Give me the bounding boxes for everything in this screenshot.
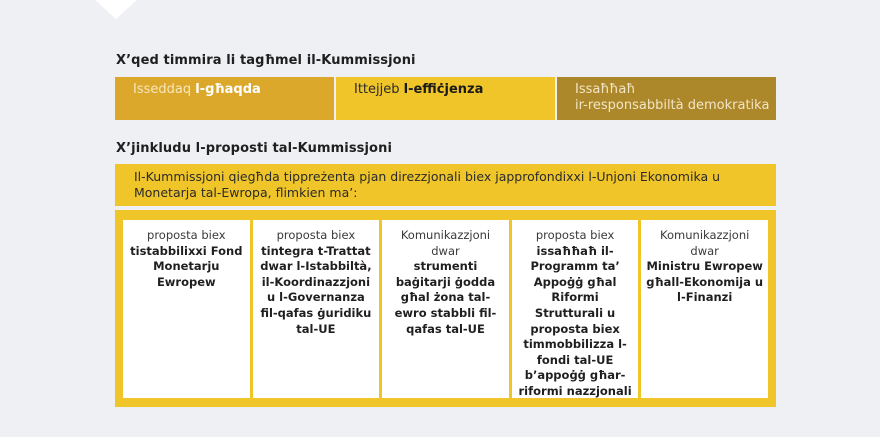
goal-unity	[115, 77, 334, 120]
card-lead: proposta biex	[535, 228, 615, 242]
card-title: strumenti baġitarji ġodda għal żona tal-ewro stabbli fil-qafas tal-UE	[394, 259, 497, 336]
intro-line-2: Monetarja tal-Ewropa, flimkien ma’:	[134, 185, 358, 200]
goal-efficiency	[336, 77, 555, 120]
decorative-notch	[95, 0, 137, 19]
goal-lead: Isseddaq	[133, 82, 196, 97]
goal-accountability	[557, 77, 776, 120]
card-lead: proposta biex	[147, 228, 226, 242]
proposal-card-treaty	[253, 220, 380, 398]
proposal-card-minister	[641, 220, 768, 398]
card-lead: Komunikazzjoni dwar	[400, 228, 491, 258]
section-heading-proposals: X’jinkludu l-proposti tal-Kummissjoni	[116, 141, 393, 156]
goals-row	[115, 77, 776, 120]
intro-line-1: Il-Kummissjoni qiegħda tippreżenta pjan direzzjonali biex japprofondixxi l-Unjoni Ekonomika u	[134, 169, 721, 184]
card-lead: Komunikazzjoni dwar	[660, 228, 750, 258]
card-title: Ministru Ewropew għall-Ekonomija u l-Finanzi	[646, 259, 764, 305]
card-title: issaħħaħ il-Programm ta’ Appoġġ għal Riformi Strutturali u proposta biex timmobbilizza l-fondi tal-UE b’appoġġ għar-riformi nazzjonali	[518, 243, 632, 398]
proposal-card-budget-instruments	[382, 220, 509, 398]
goal-bold: l-effiċjenza	[403, 82, 484, 97]
proposal-card-reform-support	[512, 220, 639, 398]
proposal-card-emf	[123, 220, 250, 398]
card-lead: proposta biex	[276, 228, 356, 242]
section-heading-goals: X’qed timmira li tagħmel il-Kummissjoni	[116, 53, 416, 68]
proposals-frame	[115, 210, 776, 407]
card-title: tistabbilixxi Fond Monetarju Ewropew	[130, 243, 243, 289]
goal-lead-line2: ir-responsabbiltà demokratika	[575, 98, 770, 113]
goal-lead: Issaħħaħ	[575, 82, 636, 97]
goal-bold: l-għaqda	[195, 82, 261, 97]
proposals-intro	[115, 164, 776, 206]
card-title: tintegra t-Trattat dwar l-Istabbiltà, il-Koordinazzjoni u l-Governanza fil-qafas ġuridiku tal-UE	[260, 243, 372, 336]
goal-lead: Ittejjeb	[354, 82, 404, 97]
